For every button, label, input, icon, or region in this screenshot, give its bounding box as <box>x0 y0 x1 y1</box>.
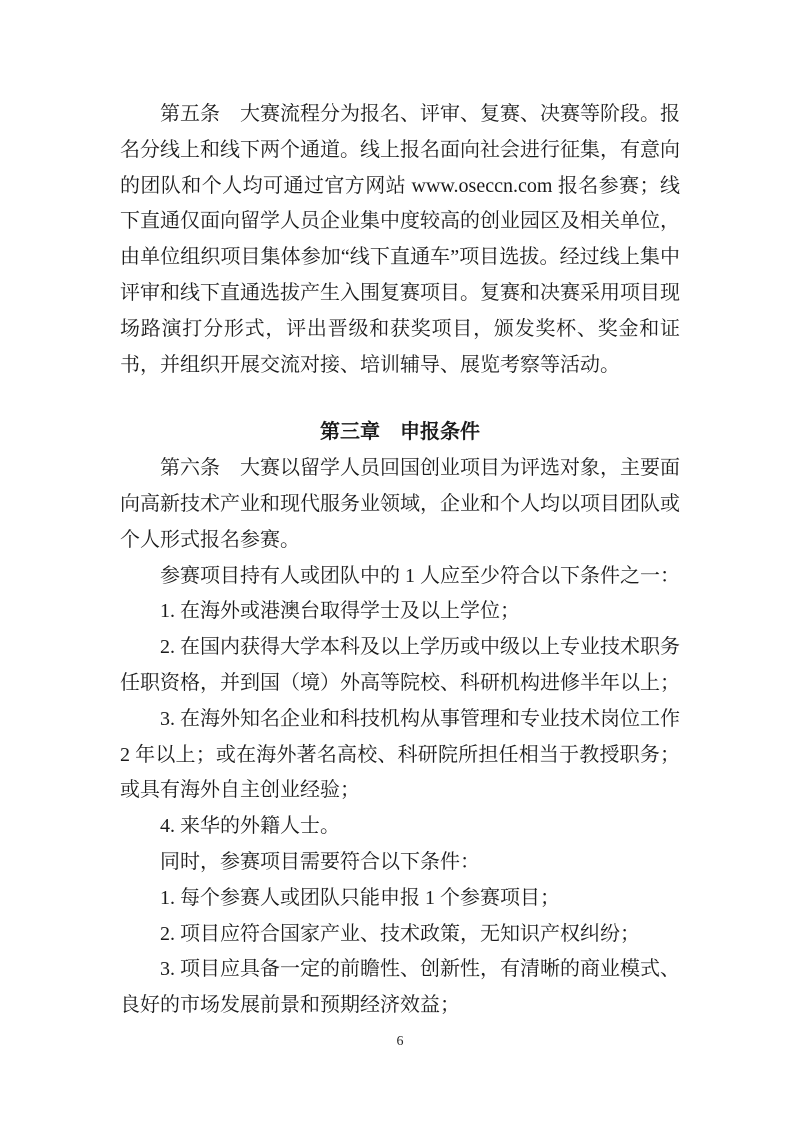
list-item-condition-2: 2. 在国内获得大学本科及以上学历或中级以上专业技术职务任职资格，并到国（境）外高等院校、科研机构进修半年以上； <box>120 636 680 694</box>
document-content <box>120 97 680 1024</box>
list-item-requirement-1: 1. 每个参赛人或团队只能申报 1 个参赛项目； <box>160 886 560 909</box>
page-footer <box>0 1032 800 1051</box>
paragraph-eligibility-intro: 参赛项目持有人或团队中的 1 人应至少符合以下条件之一： <box>160 564 680 587</box>
paragraph-article-5: 第五条 大赛流程分为报名、评审、复赛、决赛等阶段。报名分线上和线下两个通道。线上报名面向社会进行征集，有意向的团队和个人均可通过官方网站 www.oseccn.com 报名参赛；线下直通仅面向留学人员企业集中度较高的创业园区及相关单位，由单位组织项目集体参加“线下直通车”项目选拔。经过线上集中评审和线下直通选拔产生入围复赛项目。复赛和决赛采用项目现场路演打分形式，评出晋级和获奖项目，颁发奖杯、奖金和证书，并组织开展交流对接、培训辅导、展览考察等活动。 <box>120 103 680 376</box>
paragraph-article-6: 第六条 大赛以留学人员回国创业项目为评选对象，主要面向高新技术产业和现代服务业领域，企业和个人均以项目团队或个人形式报名参赛。 <box>120 457 680 551</box>
paragraph-project-requirements-intro: 同时，参赛项目需要符合以下条件： <box>160 850 480 873</box>
chapter-heading: 第三章 申报条件 <box>320 421 480 444</box>
page-number: 6 <box>396 1034 404 1049</box>
list-item-condition-1: 1. 在海外或港澳台取得学士及以上学位； <box>160 600 520 623</box>
list-item-requirement-3: 3. 项目应具备一定的前瞻性、创新性，有清晰的商业模式、良好的市场发展前景和预期经济效益； <box>120 958 680 1017</box>
list-item-condition-3: 3. 在海外知名企业和科技机构从事管理和专业技术岗位工作 2 年以上；或在海外著名高校、科研院所担任相当于教授职务；或具有海外自主创业经验； <box>120 707 680 802</box>
list-item-requirement-2: 2. 项目应符合国家产业、技术政策，无知识产权纠纷； <box>160 922 640 945</box>
list-item-condition-4: 4. 来华的外籍人士。 <box>160 815 340 838</box>
